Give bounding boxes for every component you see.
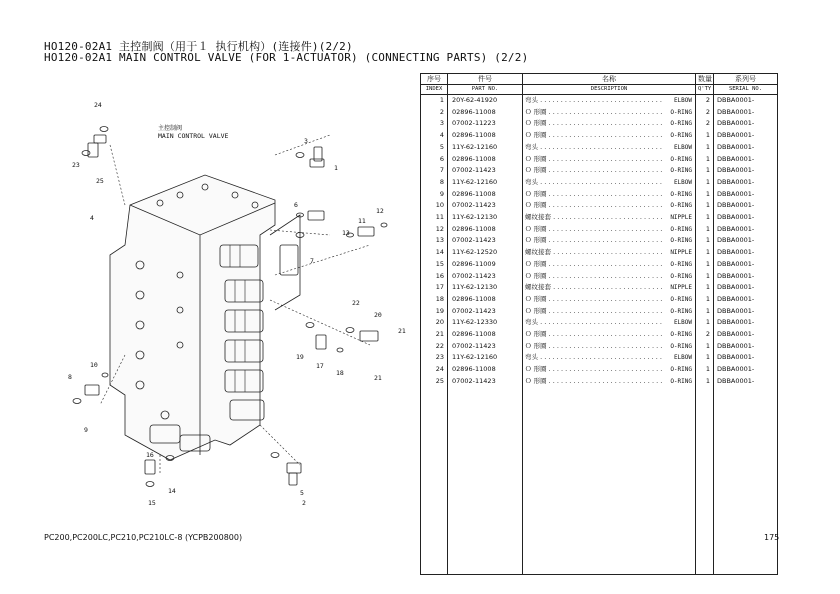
row-index: 18 [421, 294, 448, 306]
row-name-cn: Ｏ 形圈 . . . . . . . . . . . . . . . . . . . . . . . . . . . . [525, 259, 663, 268]
row-description [523, 165, 696, 177]
page-number: 175 [764, 533, 780, 542]
table-row [421, 317, 778, 329]
table-row [421, 271, 778, 283]
row-name-cn: 弯头 . . . . . . . . . . . . . . . . . . . . . . . . . . . . . . [525, 353, 662, 362]
row-quantity: 1 [696, 317, 714, 329]
row-description [523, 329, 696, 341]
callout-8: 8 [68, 373, 72, 381]
row-name-en: O-RING [670, 237, 692, 245]
callout-20: 20 [374, 311, 382, 319]
table-row [421, 259, 778, 271]
row-quantity: 1 [696, 130, 714, 142]
row-part-number: 07002-11423 [448, 165, 523, 177]
row-name-en: O-RING [670, 377, 692, 385]
row-name-cn: Ｏ 形圈 . . . . . . . . . . . . . . . . . . . . . . . . . . . . [525, 271, 663, 280]
row-description [523, 282, 696, 294]
row-index: 7 [421, 165, 448, 177]
row-description [523, 294, 696, 306]
row-name-cn: 弯头 . . . . . . . . . . . . . . . . . . . . . . . . . . . . . . [525, 96, 662, 104]
row-quantity: 1 [696, 189, 714, 201]
table-row [421, 329, 778, 341]
callout-21: 21 [374, 374, 382, 382]
row-description [523, 95, 696, 107]
row-serial: DBBA0001- [714, 317, 778, 329]
row-serial: DBBA0001- [714, 306, 778, 318]
header-name-en: DESCRIPTION [523, 85, 696, 95]
callout-17: 17 [316, 362, 324, 370]
row-index: 2 [421, 107, 448, 119]
row-description [523, 376, 696, 388]
row-name-en: NIPPLE [670, 214, 692, 222]
row-description [523, 212, 696, 224]
row-quantity: 1 [696, 364, 714, 376]
filler-cell [714, 388, 778, 575]
callout-1: 1 [334, 164, 338, 172]
row-serial: DBBA0001- [714, 130, 778, 142]
callout-13: 13 [342, 229, 350, 237]
row-description [523, 200, 696, 212]
row-serial: DBBA0001- [714, 352, 778, 364]
table-row [421, 235, 778, 247]
table-row [421, 177, 778, 189]
table-row [421, 212, 778, 224]
row-name-en: NIPPLE [670, 284, 692, 292]
row-name-cn: Ｏ 形圈 . . . . . . . . . . . . . . . . . . . . . . . . . . . . [525, 341, 663, 350]
row-serial: DBBA0001- [714, 376, 778, 388]
row-name-cn: Ｏ 形圈 . . . . . . . . . . . . . . . . . . . . . . . . . . . . [525, 294, 663, 303]
row-name-cn: Ｏ 形圈 . . . . . . . . . . . . . . . . . . . . . . . . . . . . [525, 224, 663, 233]
row-description [523, 142, 696, 154]
row-name-cn: Ｏ 形圈 . . . . . . . . . . . . . . . . . . . . . . . . . . . . [525, 236, 663, 245]
row-name-cn: 螺纹接套 . . . . . . . . . . . . . . . . . . . . . . . . . . . [525, 248, 663, 257]
page-title-english: HO120-02A1 MAIN CONTROL VALVE (FOR 1-ACTUATOR) (CONNECTING PARTS) (2/2) [44, 51, 529, 64]
row-serial: DBBA0001- [714, 294, 778, 306]
row-name-cn: Ｏ 形圈 . . . . . . . . . . . . . . . . . . . . . . . . . . . . [525, 131, 663, 140]
row-index: 9 [421, 189, 448, 201]
row-part-number: 07002-11423 [448, 376, 523, 388]
table-row [421, 282, 778, 294]
row-quantity: 1 [696, 259, 714, 271]
row-index: 1 [421, 95, 448, 107]
row-serial: DBBA0001- [714, 282, 778, 294]
row-part-number: 02896-11008 [448, 224, 523, 236]
row-serial: DBBA0001- [714, 118, 778, 130]
row-description [523, 118, 696, 130]
row-quantity: 1 [696, 142, 714, 154]
row-description [523, 154, 696, 166]
row-name-cn: Ｏ 形圈 . . . . . . . . . . . . . . . . . . . . . . . . . . . . [525, 201, 663, 210]
table-row [421, 107, 778, 119]
row-part-number: 02896-11009 [448, 259, 523, 271]
row-part-number: 07002-11223 [448, 118, 523, 130]
table-row [421, 118, 778, 130]
row-name-en: O-RING [670, 295, 692, 303]
callout-10: 10 [90, 361, 98, 369]
row-name-en: O-RING [670, 342, 692, 350]
row-index: 5 [421, 142, 448, 154]
row-name-en: O-RING [670, 202, 692, 210]
table-row [421, 95, 778, 107]
table-row [421, 364, 778, 376]
row-name-en: ELBOW [673, 354, 692, 362]
row-name-cn: Ｏ 形圈 . . . . . . . . . . . . . . . . . . . . . . . . . . . . [525, 119, 663, 128]
row-index: 14 [421, 247, 448, 259]
callout-16: 16 [146, 451, 154, 459]
row-name-en: O-RING [670, 155, 692, 163]
row-quantity: 2 [696, 95, 714, 107]
row-index: 19 [421, 306, 448, 318]
row-index: 10 [421, 200, 448, 212]
row-name-cn: 螺纹接套 . . . . . . . . . . . . . . . . . . . . . . . . . . . [525, 283, 663, 292]
header-name-cn: 名称 [523, 74, 696, 85]
row-description [523, 235, 696, 247]
row-description [523, 177, 696, 189]
row-description [523, 271, 696, 283]
callout-14: 14 [168, 487, 176, 495]
header-qty-en: Q'TY [696, 85, 714, 95]
table-row [421, 142, 778, 154]
table-filler-row [421, 388, 778, 575]
row-serial: DBBA0001- [714, 212, 778, 224]
row-name-en: NIPPLE [670, 249, 692, 257]
row-serial: DBBA0001- [714, 189, 778, 201]
table-row [421, 165, 778, 177]
row-serial: DBBA0001- [714, 364, 778, 376]
row-part-number: 11Y-62-12160 [448, 352, 523, 364]
row-index: 8 [421, 177, 448, 189]
header-index-cn: 序号 [421, 74, 448, 85]
row-quantity: 1 [696, 154, 714, 166]
row-part-number: 11Y-62-12520 [448, 247, 523, 259]
row-quantity: 2 [696, 118, 714, 130]
row-index: 4 [421, 130, 448, 142]
row-description [523, 352, 696, 364]
row-index: 13 [421, 235, 448, 247]
row-index: 16 [421, 271, 448, 283]
row-name-cn: Ｏ 形圈 . . . . . . . . . . . . . . . . . . . . . . . . . . . . [525, 107, 663, 116]
row-quantity: 1 [696, 224, 714, 236]
callout-12: 12 [376, 207, 384, 215]
row-description [523, 189, 696, 201]
row-quantity: 1 [696, 282, 714, 294]
table-row [421, 352, 778, 364]
row-name-cn: Ｏ 形圈 . . . . . . . . . . . . . . . . . . . . . . . . . . . . [525, 189, 663, 198]
filler-cell [696, 388, 714, 575]
table-row [421, 154, 778, 166]
row-description [523, 247, 696, 259]
row-name-cn: Ｏ 形圈 . . . . . . . . . . . . . . . . . . . . . . . . . . . . [525, 166, 663, 175]
parts-table [420, 73, 778, 575]
row-part-number: 11Y-62-12130 [448, 212, 523, 224]
row-serial: DBBA0001- [714, 177, 778, 189]
row-name-en: O-RING [670, 108, 692, 116]
row-part-number: 07002-11423 [448, 235, 523, 247]
row-serial: DBBA0001- [714, 329, 778, 341]
row-name-en: O-RING [670, 167, 692, 175]
row-index: 15 [421, 259, 448, 271]
table-row [421, 376, 778, 388]
row-serial: DBBA0001- [714, 200, 778, 212]
row-quantity: 1 [696, 165, 714, 177]
callout-22: 22 [352, 299, 360, 307]
row-index: 12 [421, 224, 448, 236]
row-serial: DBBA0001- [714, 247, 778, 259]
exploded-valve-drawing [30, 95, 420, 515]
row-index: 17 [421, 282, 448, 294]
callout-24: 24 [94, 101, 102, 109]
row-serial: DBBA0001- [714, 165, 778, 177]
row-serial: DBBA0001- [714, 341, 778, 353]
row-name-cn: Ｏ 形圈 . . . . . . . . . . . . . . . . . . . . . . . . . . . . [525, 306, 663, 315]
drawing-caption-cn: 主控制阀 [158, 125, 183, 132]
table-row [421, 341, 778, 353]
row-part-number: 11Y-62-12130 [448, 282, 523, 294]
row-quantity: 2 [696, 107, 714, 119]
row-part-number: 20Y-62-41920 [448, 95, 523, 107]
callout-11: 11 [358, 217, 366, 225]
callout-6: 6 [294, 201, 298, 209]
row-name-cn: 弯头 . . . . . . . . . . . . . . . . . . . . . . . . . . . . . . [525, 177, 662, 186]
table-row [421, 130, 778, 142]
row-part-number: 07002-11423 [448, 271, 523, 283]
row-part-number: 02896-11008 [448, 329, 523, 341]
callout-3: 3 [304, 137, 308, 145]
row-part-number: 07002-11423 [448, 200, 523, 212]
row-description [523, 364, 696, 376]
row-name-en: O-RING [670, 225, 692, 233]
row-part-number: 02896-11008 [448, 189, 523, 201]
row-quantity: 1 [696, 235, 714, 247]
row-part-number: 02896-11008 [448, 107, 523, 119]
row-quantity: 2 [696, 329, 714, 341]
row-index: 24 [421, 364, 448, 376]
row-serial: DBBA0001- [714, 142, 778, 154]
row-quantity: 1 [696, 306, 714, 318]
row-description [523, 341, 696, 353]
row-name-cn: 弯头 . . . . . . . . . . . . . . . . . . . . . . . . . . . . . . [525, 318, 662, 327]
row-index: 6 [421, 154, 448, 166]
page-title-chinese: HO120-02A1 主控制阀（用于１ 执行机构）(连接件)(2/2) [44, 40, 353, 53]
header-part-cn: 件号 [448, 74, 523, 85]
row-name-en: O-RING [670, 366, 692, 374]
row-name-en: ELBOW [673, 319, 692, 327]
row-part-number: 02896-11008 [448, 130, 523, 142]
row-part-number: 02896-11008 [448, 154, 523, 166]
row-description [523, 317, 696, 329]
row-part-number: 11Y-62-12330 [448, 317, 523, 329]
row-quantity: 1 [696, 341, 714, 353]
callout-5: 5 [300, 489, 304, 497]
row-index: 3 [421, 118, 448, 130]
row-description [523, 259, 696, 271]
callout-15: 15 [148, 499, 156, 507]
row-index: 23 [421, 352, 448, 364]
row-serial: DBBA0001- [714, 154, 778, 166]
row-name-cn: 螺纹接套 . . . . . . . . . . . . . . . . . . . . . . . . . . . [525, 213, 663, 222]
row-name-en: O-RING [670, 331, 692, 339]
row-name-cn: Ｏ 形圈 . . . . . . . . . . . . . . . . . . . . . . . . . . . . [525, 330, 663, 339]
row-quantity: 1 [696, 177, 714, 189]
filler-cell [421, 388, 448, 575]
callout-4: 4 [90, 214, 94, 222]
row-name-cn: Ｏ 形圈 . . . . . . . . . . . . . . . . . . . . . . . . . . . . [525, 154, 663, 163]
row-part-number: 11Y-62-12160 [448, 177, 523, 189]
row-part-number: 07002-11423 [448, 341, 523, 353]
row-description [523, 224, 696, 236]
callout-23: 23 [72, 161, 80, 169]
row-part-number: 11Y-62-12160 [448, 142, 523, 154]
row-name-en: ELBOW [673, 143, 692, 151]
row-serial: DBBA0001- [714, 259, 778, 271]
footer-model-list: PC200,PC200LC,PC210,PC210LC-8 (YCPB200800) [44, 533, 243, 542]
row-quantity: 1 [696, 271, 714, 283]
callout-25: 25 [96, 177, 104, 185]
header-part-en: PART NO. [448, 85, 523, 95]
row-index: 21 [421, 329, 448, 341]
row-name-en: ELBOW [673, 178, 692, 186]
table-row [421, 224, 778, 236]
filler-cell [523, 388, 696, 575]
row-name-cn: Ｏ 形圈 . . . . . . . . . . . . . . . . . . . . . . . . . . . . [525, 376, 663, 385]
row-name-cn: 弯头 . . . . . . . . . . . . . . . . . . . . . . . . . . . . . . [525, 142, 662, 151]
table-row [421, 200, 778, 212]
header-serial-en: SERIAL NO. [714, 85, 778, 95]
callout-21-top: 21 [398, 327, 406, 335]
row-part-number: 02896-11008 [448, 294, 523, 306]
table-row [421, 189, 778, 201]
row-name-en: O-RING [670, 307, 692, 315]
row-description [523, 130, 696, 142]
row-part-number: 02896-11008 [448, 364, 523, 376]
row-name-en: O-RING [670, 190, 692, 198]
callout-9: 9 [84, 426, 88, 434]
row-index: 25 [421, 376, 448, 388]
filler-cell [448, 388, 523, 575]
row-part-number: 07002-11423 [448, 306, 523, 318]
table-row [421, 306, 778, 318]
row-name-en: O-RING [670, 132, 692, 140]
callout-7: 7 [310, 257, 314, 265]
row-quantity: 1 [696, 247, 714, 259]
callout-2: 2 [302, 499, 306, 507]
callout-19: 19 [296, 353, 304, 361]
row-serial: DBBA0001- [714, 107, 778, 119]
row-quantity: 1 [696, 212, 714, 224]
row-name-en: O-RING [670, 260, 692, 268]
row-index: 22 [421, 341, 448, 353]
row-quantity: 1 [696, 294, 714, 306]
row-description [523, 306, 696, 318]
header-serial-cn: 系列号 [714, 74, 778, 85]
table-row [421, 294, 778, 306]
row-index: 11 [421, 212, 448, 224]
row-quantity: 1 [696, 376, 714, 388]
row-name-en: ELBOW [673, 97, 692, 104]
row-name-en: O-RING [670, 272, 692, 280]
row-index: 20 [421, 317, 448, 329]
row-serial: DBBA0001- [714, 271, 778, 283]
row-quantity: 1 [696, 200, 714, 212]
drawing-caption-en: MAIN CONTROL VALVE [158, 132, 229, 140]
callout-18: 18 [336, 369, 344, 377]
row-serial: DBBA0001- [714, 224, 778, 236]
row-name-en: O-RING [670, 120, 692, 128]
header-qty-cn: 数量 [696, 74, 714, 85]
row-serial: DBBA0001- [714, 235, 778, 247]
row-quantity: 1 [696, 352, 714, 364]
row-serial: DBBA0001- [714, 95, 778, 107]
header-index-en: INDEX [421, 85, 448, 95]
row-description [523, 107, 696, 119]
row-name-cn: Ｏ 形圈 . . . . . . . . . . . . . . . . . . . . . . . . . . . . [525, 365, 663, 374]
table-row [421, 247, 778, 259]
